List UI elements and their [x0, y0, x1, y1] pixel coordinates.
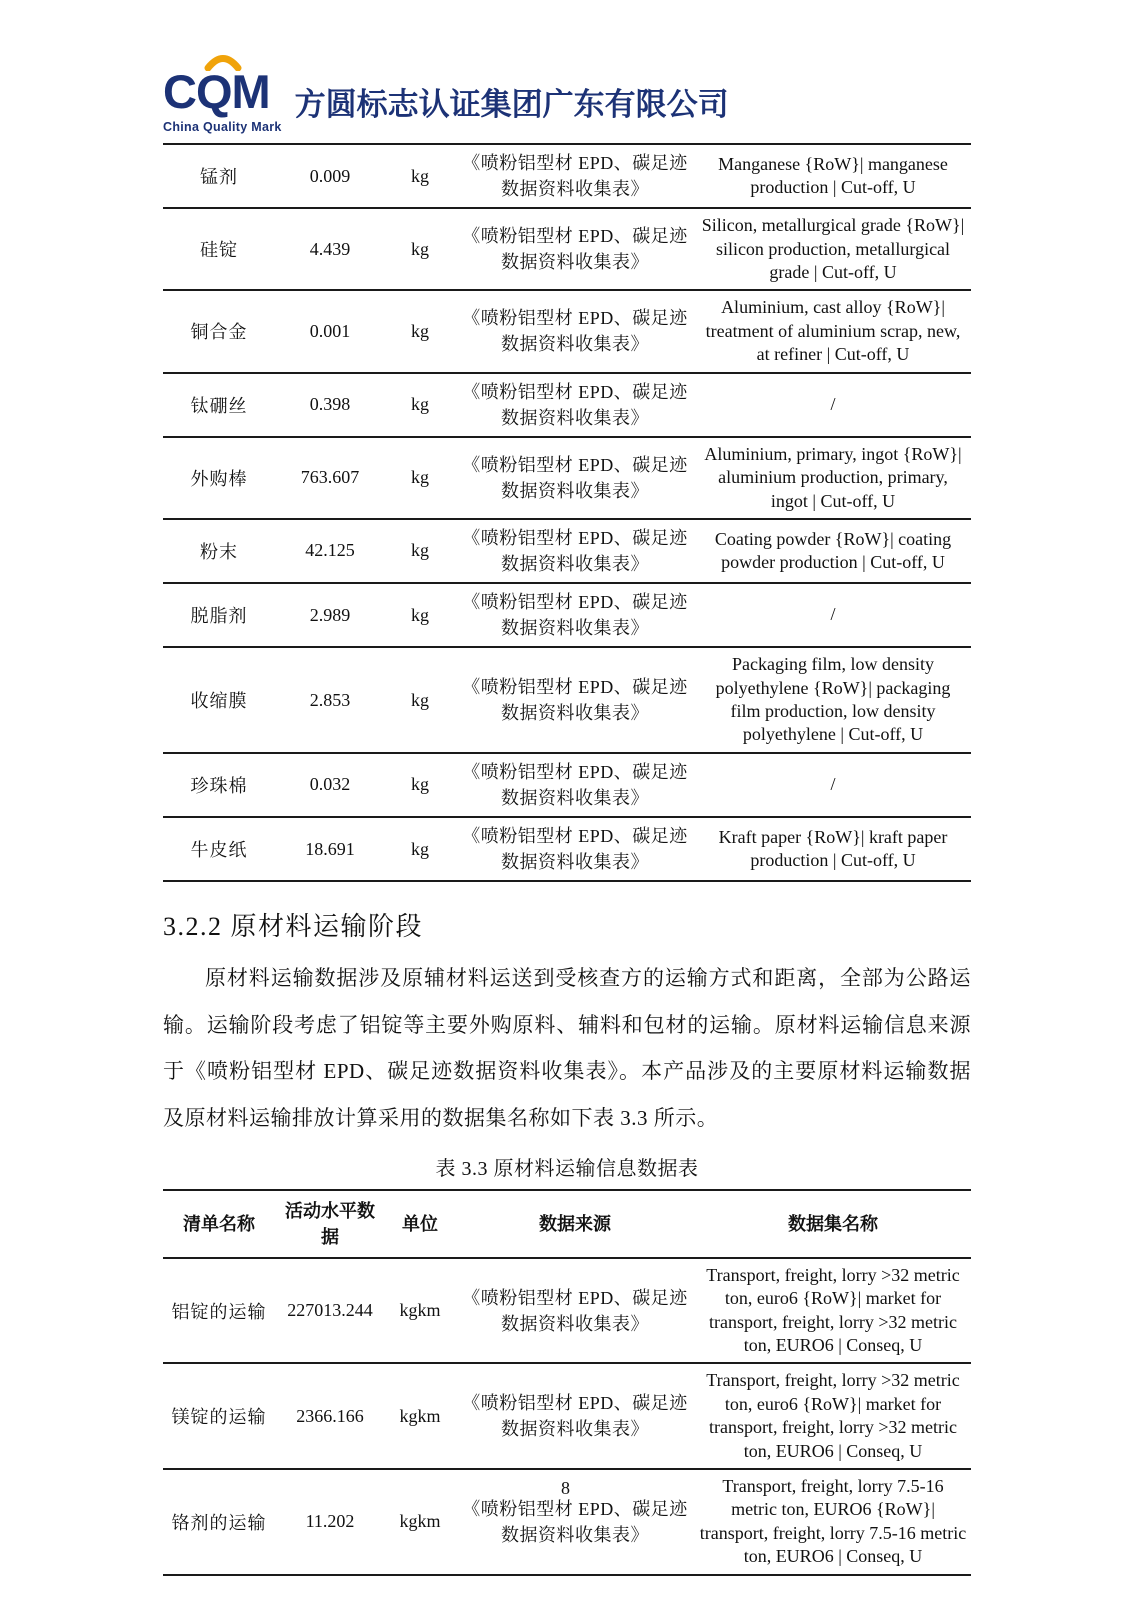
transport-table: [163, 1189, 971, 1576]
activity-value-cell: 227013.244: [287, 1300, 373, 1321]
data-source-cell: 《喷粉铝型材 EPD、碳足迹数据资料收集表》: [462, 761, 688, 808]
transport-table-body: [163, 1258, 971, 1575]
activity-value-cell: 2.853: [309, 689, 351, 710]
materials-table: [163, 143, 971, 882]
logo-subtitle: China Quality Mark: [163, 120, 282, 134]
header-row: [163, 1190, 971, 1258]
unit-cell: kg: [411, 774, 429, 795]
item-name-cell: 硅锭: [200, 240, 238, 261]
unit-cell: kgkm: [399, 1405, 441, 1426]
item-name-cell: 钛硼丝: [190, 395, 248, 416]
dataset-name-cell: Coating powder {RoW}| coating powder production | Cut-off, U: [714, 528, 952, 572]
table-row: [163, 753, 971, 817]
activity-value-cell: 42.125: [305, 540, 355, 561]
unit-cell: kg: [411, 604, 429, 625]
table-caption: 表 3.3 原材料运输信息数据表: [435, 1157, 699, 1180]
table-row: [163, 208, 971, 290]
activity-value-cell: 18.691: [305, 838, 355, 859]
dataset-name-cell: Silicon, metallurgical grade {RoW}| silicon production, metallurgical grade | Cut-off, U: [701, 215, 965, 282]
unit-cell: kgkm: [399, 1300, 441, 1321]
table-row: [163, 290, 971, 372]
table-row: [163, 437, 971, 519]
item-name-cell: 外购棒: [190, 468, 248, 489]
activity-value-cell: 11.202: [305, 1511, 355, 1532]
header-activity-data: 活动水平数据: [285, 1200, 375, 1247]
unit-cell: kg: [411, 540, 429, 561]
materials-table-body: [163, 144, 971, 881]
item-name-cell: 锰剂: [200, 167, 238, 188]
data-source-cell: 《喷粉铝型材 EPD、碳足迹数据资料收集表》: [462, 153, 688, 200]
logo-text: CQM: [163, 65, 270, 118]
activity-value-cell: 0.398: [309, 394, 351, 415]
table-row: [163, 647, 971, 753]
activity-value-cell: 0.001: [309, 320, 351, 341]
logo-arc-icon: [204, 55, 242, 71]
data-source-cell: 《喷粉铝型材 EPD、碳足迹数据资料收集表》: [462, 226, 688, 273]
dataset-name-cell: Manganese {RoW}| manganese production | Cut-off, U: [718, 153, 948, 198]
unit-cell: kg: [411, 838, 429, 859]
dataset-name-cell: Aluminium, primary, ingot {RoW}| aluminium production, primary, ingot | Cut-off, U: [704, 443, 962, 511]
dataset-name-cell: Kraft paper {RoW}| kraft paper production | Cut-off, U: [718, 826, 948, 871]
table-row: [163, 817, 971, 881]
company-name: 方圆标志认证集团广东有限公司: [294, 87, 729, 122]
item-name-cell: 镁锭的运输: [171, 1407, 267, 1428]
activity-value-cell: 4.439: [309, 238, 351, 259]
item-name-cell: 收缩膜: [190, 691, 248, 712]
activity-value-cell: 2.989: [309, 604, 351, 625]
table-row: [163, 373, 971, 437]
unit-cell: kg: [411, 165, 429, 186]
section-paragraph: 原材料运输数据涉及原辅材料运送到受核查方的运输方式和距离，全部为公路运输。运输阶段考虑了铝锭等主要外购原料、辅料和包材的运输。原材料运输信息来源于《喷粉铝型材 EPD、碳足迹数据资料收集表》。本产品涉及的主要原材料运输数据及原材料运输排放计算采用的数据集名称如下表 3.3 所示。: [163, 966, 971, 1131]
dataset-name-cell: Transport, freight, lorry 7.5-16 metric ton, EURO6 {RoW}| transport, freight, lorry 7.5-16 metric ton, EURO6 | Conseq, U: [699, 1475, 967, 1567]
header-data-source: 数据来源: [539, 1213, 611, 1234]
header-item-name: 清单名称: [183, 1213, 255, 1234]
data-source-cell: 《喷粉铝型材 EPD、碳足迹数据资料收集表》: [462, 676, 688, 724]
dataset-name-cell: /: [830, 774, 836, 795]
header-dataset-name: 数据集名称: [788, 1213, 878, 1234]
data-source-cell: 《喷粉铝型材 EPD、碳足迹数据资料收集表》: [462, 454, 688, 501]
dataset-name-cell: /: [830, 604, 836, 625]
dataset-name-cell: Transport, freight, lorry >32 metric ton, euro6 {RoW}| market for transport, freight, lorry >32 metric ton, EURO6 | Conseq, U: [706, 1370, 960, 1461]
unit-cell: kg: [411, 467, 429, 488]
data-source-cell: 《喷粉铝型材 EPD、碳足迹数据资料收集表》: [462, 308, 688, 355]
item-name-cell: 粉末: [200, 541, 238, 562]
unit-cell: kgkm: [399, 1511, 441, 1532]
item-name-cell: 铬剂的运输: [171, 1512, 267, 1533]
table-row: [163, 1258, 971, 1364]
data-source-cell: 《喷粉铝型材 EPD、碳足迹数据资料收集表》: [462, 527, 688, 574]
table-row: [163, 1363, 971, 1469]
unit-cell: kg: [411, 394, 429, 415]
data-source-cell: 《喷粉铝型材 EPD、碳足迹数据资料收集表》: [462, 1498, 688, 1545]
cqm-logo: [163, 58, 282, 134]
unit-cell: kg: [411, 689, 429, 710]
item-name-cell: 牛皮纸: [190, 840, 248, 861]
page-header: [163, 0, 971, 134]
unit-cell: kg: [411, 238, 429, 259]
activity-value-cell: 0.032: [309, 774, 351, 795]
dataset-name-cell: Packaging film, low density polyethylene {RoW}| packaging film production, low density polyethylene | Cut-off, U: [715, 654, 951, 745]
unit-cell: kg: [411, 320, 429, 341]
table-row: [163, 519, 971, 583]
table-row: [163, 144, 971, 208]
activity-value-cell: 763.607: [300, 467, 360, 488]
item-name-cell: 铜合金: [190, 322, 248, 343]
data-source-cell: 《喷粉铝型材 EPD、碳足迹数据资料收集表》: [462, 1393, 688, 1440]
page-number: 8: [561, 1478, 570, 1498]
data-source-cell: 《喷粉铝型材 EPD、碳足迹数据资料收集表》: [462, 592, 688, 639]
activity-value-cell: 0.009: [309, 165, 351, 186]
item-name-cell: 脱脂剂: [190, 606, 248, 627]
table-row: [163, 583, 971, 647]
activity-value-cell: 2366.166: [296, 1405, 364, 1426]
dataset-name-cell: Transport, freight, lorry >32 metric ton, euro6 {RoW}| market for transport, freight, lorry >32 metric ton, EURO6 | Conseq, U: [706, 1264, 960, 1355]
transport-table-header: [163, 1190, 971, 1258]
data-source-cell: 《喷粉铝型材 EPD、碳足迹数据资料收集表》: [462, 381, 688, 428]
data-source-cell: 《喷粉铝型材 EPD、碳足迹数据资料收集表》: [462, 826, 688, 873]
section-heading: 3.2.2 原材料运输阶段: [163, 912, 424, 942]
dataset-name-cell: Aluminium, cast alloy {RoW}| treatment of aluminium scrap, new, at refiner | Cut-off, U: [705, 297, 961, 365]
item-name-cell: 珍珠棉: [190, 775, 248, 796]
dataset-name-cell: /: [830, 393, 836, 414]
header-unit: 单位: [402, 1213, 438, 1234]
data-source-cell: 《喷粉铝型材 EPD、碳足迹数据资料收集表》: [462, 1287, 688, 1334]
item-name-cell: 铝锭的运输: [171, 1301, 267, 1322]
